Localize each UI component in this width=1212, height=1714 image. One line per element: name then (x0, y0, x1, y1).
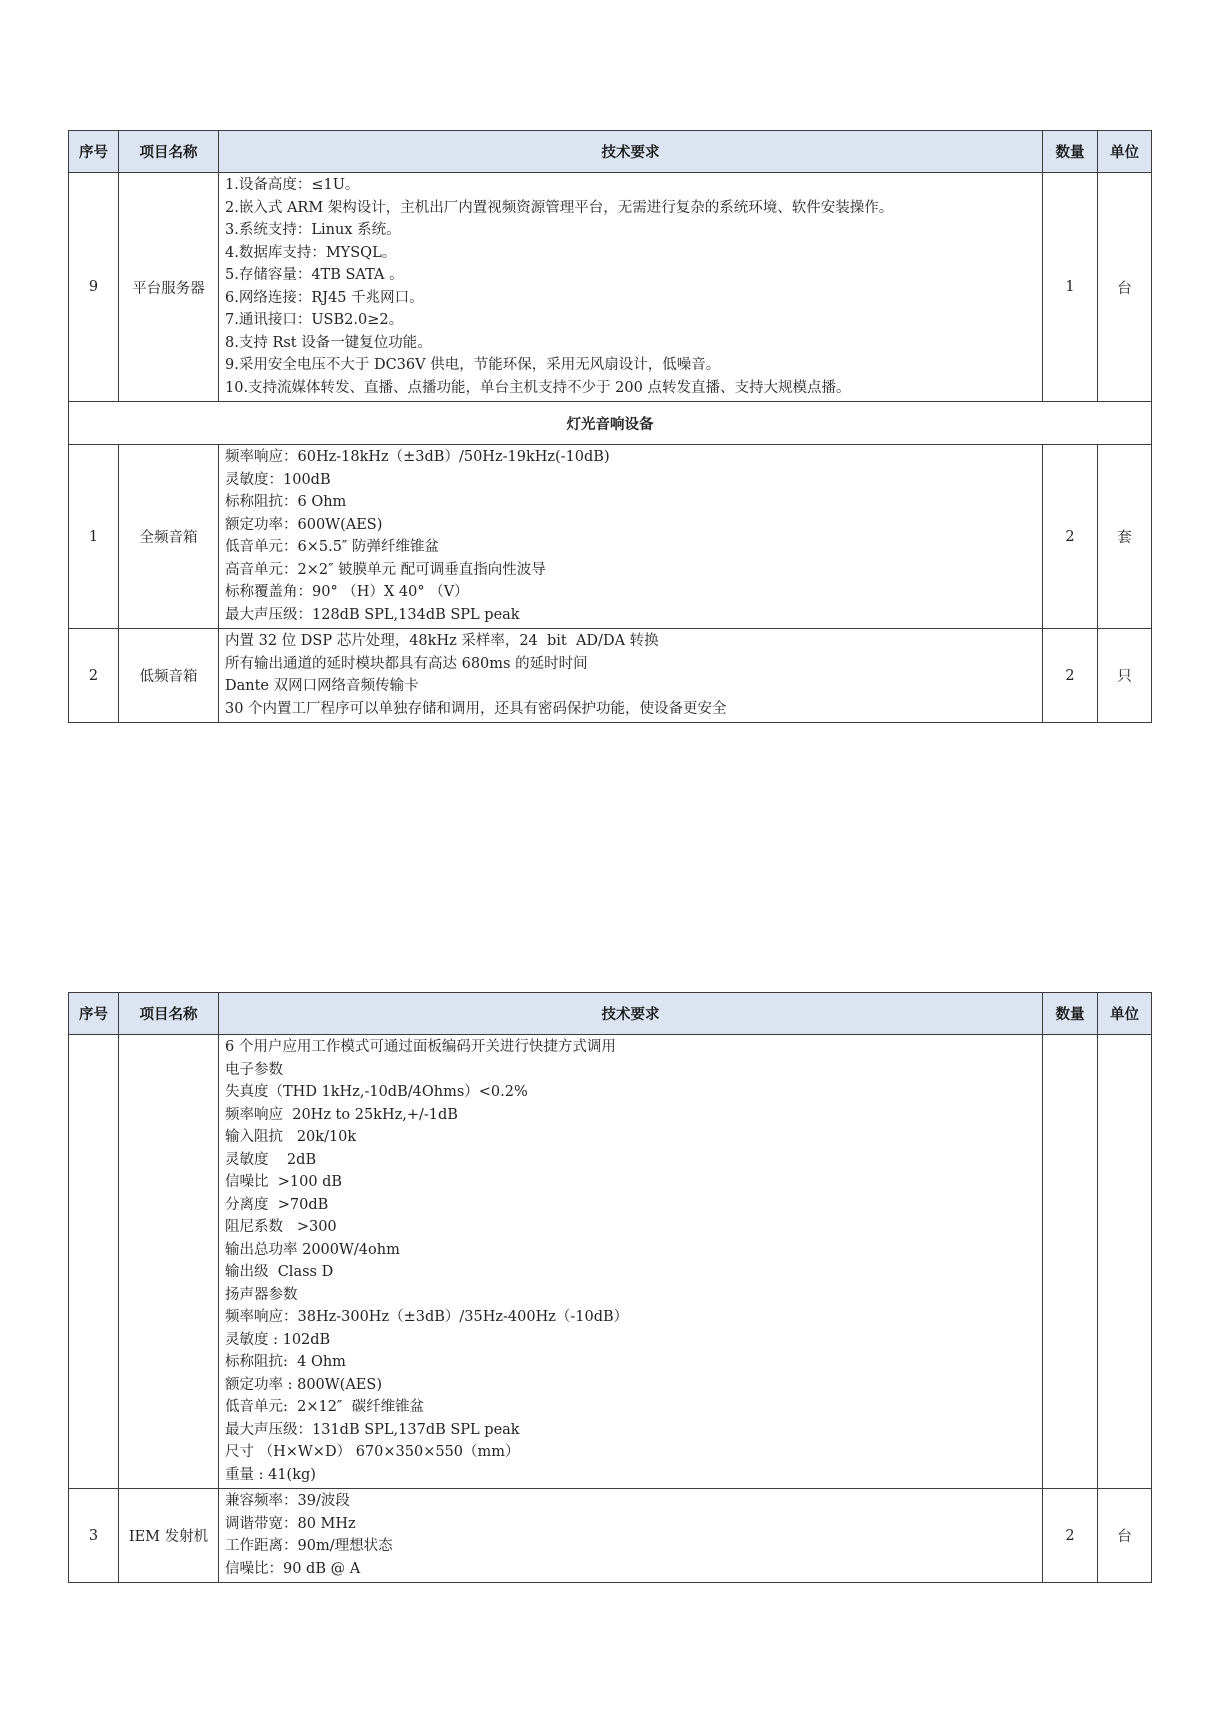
spec-line: 频率响应：38Hz-300Hz（±3dB）/35Hz-400Hz（-10dB） (225, 1309, 629, 1325)
spec-line: 重量 : 41(kg) (225, 1466, 316, 1483)
header-unit: 单位 (1098, 131, 1152, 173)
spec-line: 内置 32 位 DSP 芯片处理，48kHz 采样率，24 bit AD/DA 转换 (225, 633, 659, 649)
row-seq: 2 (69, 629, 119, 723)
spec-line: 10.支持流媒体转发、直播、点播功能，单台主机支持不少于 200 点转发直播、支持大规模点播。 (225, 379, 851, 396)
spec-line: 阻尼系数 >300 (225, 1219, 337, 1235)
spec-line: 标称覆盖角：90° （H）X 40° （V） (225, 584, 469, 600)
spec-line: 6.网络连接：RJ45 千兆网口。 (225, 289, 424, 306)
row-spec (219, 445, 1043, 629)
header-unit: 单位 (1098, 993, 1152, 1035)
spec-line: 7.通讯接口：USB2.0≥2。 (225, 312, 404, 328)
header-name: 项目名称 (119, 131, 219, 173)
spec-line: 2.嵌入式 ARM 架构设计，主机出厂内置视频资源管理平台，无需进行复杂的系统环境、软件安装操作。 (225, 199, 894, 216)
spec-line: 最大声压级：128dB SPL,134dB SPL peak (225, 606, 520, 623)
header-qty: 数量 (1043, 993, 1098, 1035)
spec-line: 信噪比：90 dB @ A (225, 1560, 361, 1577)
row-name (119, 1035, 219, 1489)
row-unit: 只 (1098, 629, 1152, 723)
row-spec (219, 1035, 1043, 1489)
spec-line: 灵敏度 2dB (225, 1151, 317, 1168)
spec-line: 4.数据库支持：MYSQL。 (225, 244, 397, 261)
spec-line: 输出总功率 2000W/4ohm (225, 1241, 400, 1258)
spec-line: 30 个内置工厂程序可以单独存储和调用，还具有密码保护功能，使设备更安全 (225, 700, 727, 717)
table-header-row (69, 993, 1152, 1035)
spec-line: 额定功率 : 800W(AES) (225, 1376, 382, 1393)
row-name: 低频音箱 (119, 629, 219, 723)
section-row (69, 402, 1152, 445)
row-unit: 套 (1098, 445, 1152, 629)
table-row-subwoofer (69, 629, 1152, 723)
spec-line: 最大声压级：131dB SPL,137dB SPL peak (225, 1421, 520, 1438)
spec-line: 信噪比 >100 dB (225, 1174, 343, 1190)
table-row-fullrange-speaker (69, 445, 1152, 629)
row-qty: 2 (1043, 445, 1098, 629)
header-seq: 序号 (69, 993, 119, 1035)
spec-line: 9.采用安全电压不大于 DC36V 供电，节能环保，采用无风扇设计，低噪音。 (225, 357, 721, 373)
header-spec: 技术要求 (219, 993, 1043, 1035)
header-seq: 序号 (69, 131, 119, 173)
spec-line: 低音单元: 2×12″ 碳纤维锥盆 (225, 1399, 425, 1415)
section-title: 灯光音响设备 (69, 402, 1152, 445)
spec-line: 3.系统支持：Linux 系统。 (225, 222, 401, 238)
spec-line: 灵敏度：100dB (225, 471, 331, 488)
table-row-platform-server (69, 173, 1152, 402)
row-unit: 台 (1098, 173, 1152, 402)
row-seq: 3 (69, 1489, 119, 1583)
spec-line: 灵敏度 : 102dB (225, 1331, 331, 1348)
spec-line: 1.设备高度：≤1U。 (225, 177, 360, 193)
header-spec: 技术要求 (219, 131, 1043, 173)
spec-line: 高音单元：2×2″ 铍膜单元 配可调垂直指向性波导 (225, 561, 546, 578)
header-qty: 数量 (1043, 131, 1098, 173)
row-name: 全频音箱 (119, 445, 219, 629)
spec-line: 标称阻抗：6 Ohm (225, 494, 347, 510)
spec-line: 频率响应：60Hz-18kHz（±3dB）/50Hz-19kHz(-10dB) (225, 449, 610, 465)
spec-line: Dante 双网口网络音频传输卡 (225, 678, 419, 694)
spec-line: 5.存储容量：4TB SATA 。 (225, 267, 404, 283)
spec-line: 输出级 Class D (225, 1264, 334, 1280)
spec-line: 调谐带宽：80 MHz (225, 1515, 356, 1532)
spec-line: 8.支持 Rst 设备一键复位功能。 (225, 334, 432, 351)
spec-line: 6 个用户应用工作模式可通过面板编码开关进行快捷方式调用 (225, 1039, 616, 1055)
row-qty: 1 (1043, 173, 1098, 402)
spec-line: 失真度（THD 1kHz,-10dB/4Ohms）<0.2% (225, 1084, 528, 1100)
spec-line: 兼容频率：39/波段 (225, 1493, 350, 1509)
spec-line: 输入阻抗 20k/10k (225, 1129, 357, 1145)
spec-line: 扬声器参数 (225, 1286, 298, 1303)
spec-line: 标称阻抗: 4 Ohm (225, 1354, 346, 1370)
spec-line: 频率响应 20Hz to 25kHz,+/-1dB (225, 1106, 458, 1123)
spec-line: 低音单元：6×5.5″ 防弹纤维锥盆 (225, 539, 439, 555)
row-qty: 2 (1043, 629, 1098, 723)
spec-line: 额定功率：600W(AES) (225, 516, 383, 533)
spec-line: 电子参数 (225, 1061, 283, 1078)
spec-line: 尺寸 （H×W×D） 670×350×550（mm） (225, 1444, 520, 1460)
row-spec (219, 1489, 1043, 1583)
row-unit (1098, 1035, 1152, 1489)
spec-table-2 (68, 992, 1152, 1583)
table-row-iem-transmitter (69, 1489, 1152, 1583)
row-name: IEM 发射机 (119, 1489, 219, 1583)
row-seq: 9 (69, 173, 119, 402)
row-seq: 1 (69, 445, 119, 629)
spec-line: 所有输出通道的延时模块都具有高达 680ms 的延时时间 (225, 655, 588, 672)
row-qty: 2 (1043, 1489, 1098, 1583)
spec-line: 分离度 >70dB (225, 1196, 329, 1213)
header-name: 项目名称 (119, 993, 219, 1035)
row-spec (219, 629, 1043, 723)
row-unit: 台 (1098, 1489, 1152, 1583)
table-header-row (69, 131, 1152, 173)
table-row-subwoofer-continued (69, 1035, 1152, 1489)
row-name: 平台服务器 (119, 173, 219, 402)
row-seq (69, 1035, 119, 1489)
row-qty (1043, 1035, 1098, 1489)
spec-table-1 (68, 130, 1152, 723)
row-spec (219, 173, 1043, 402)
spec-line: 工作距离：90m/理想状态 (225, 1538, 393, 1554)
